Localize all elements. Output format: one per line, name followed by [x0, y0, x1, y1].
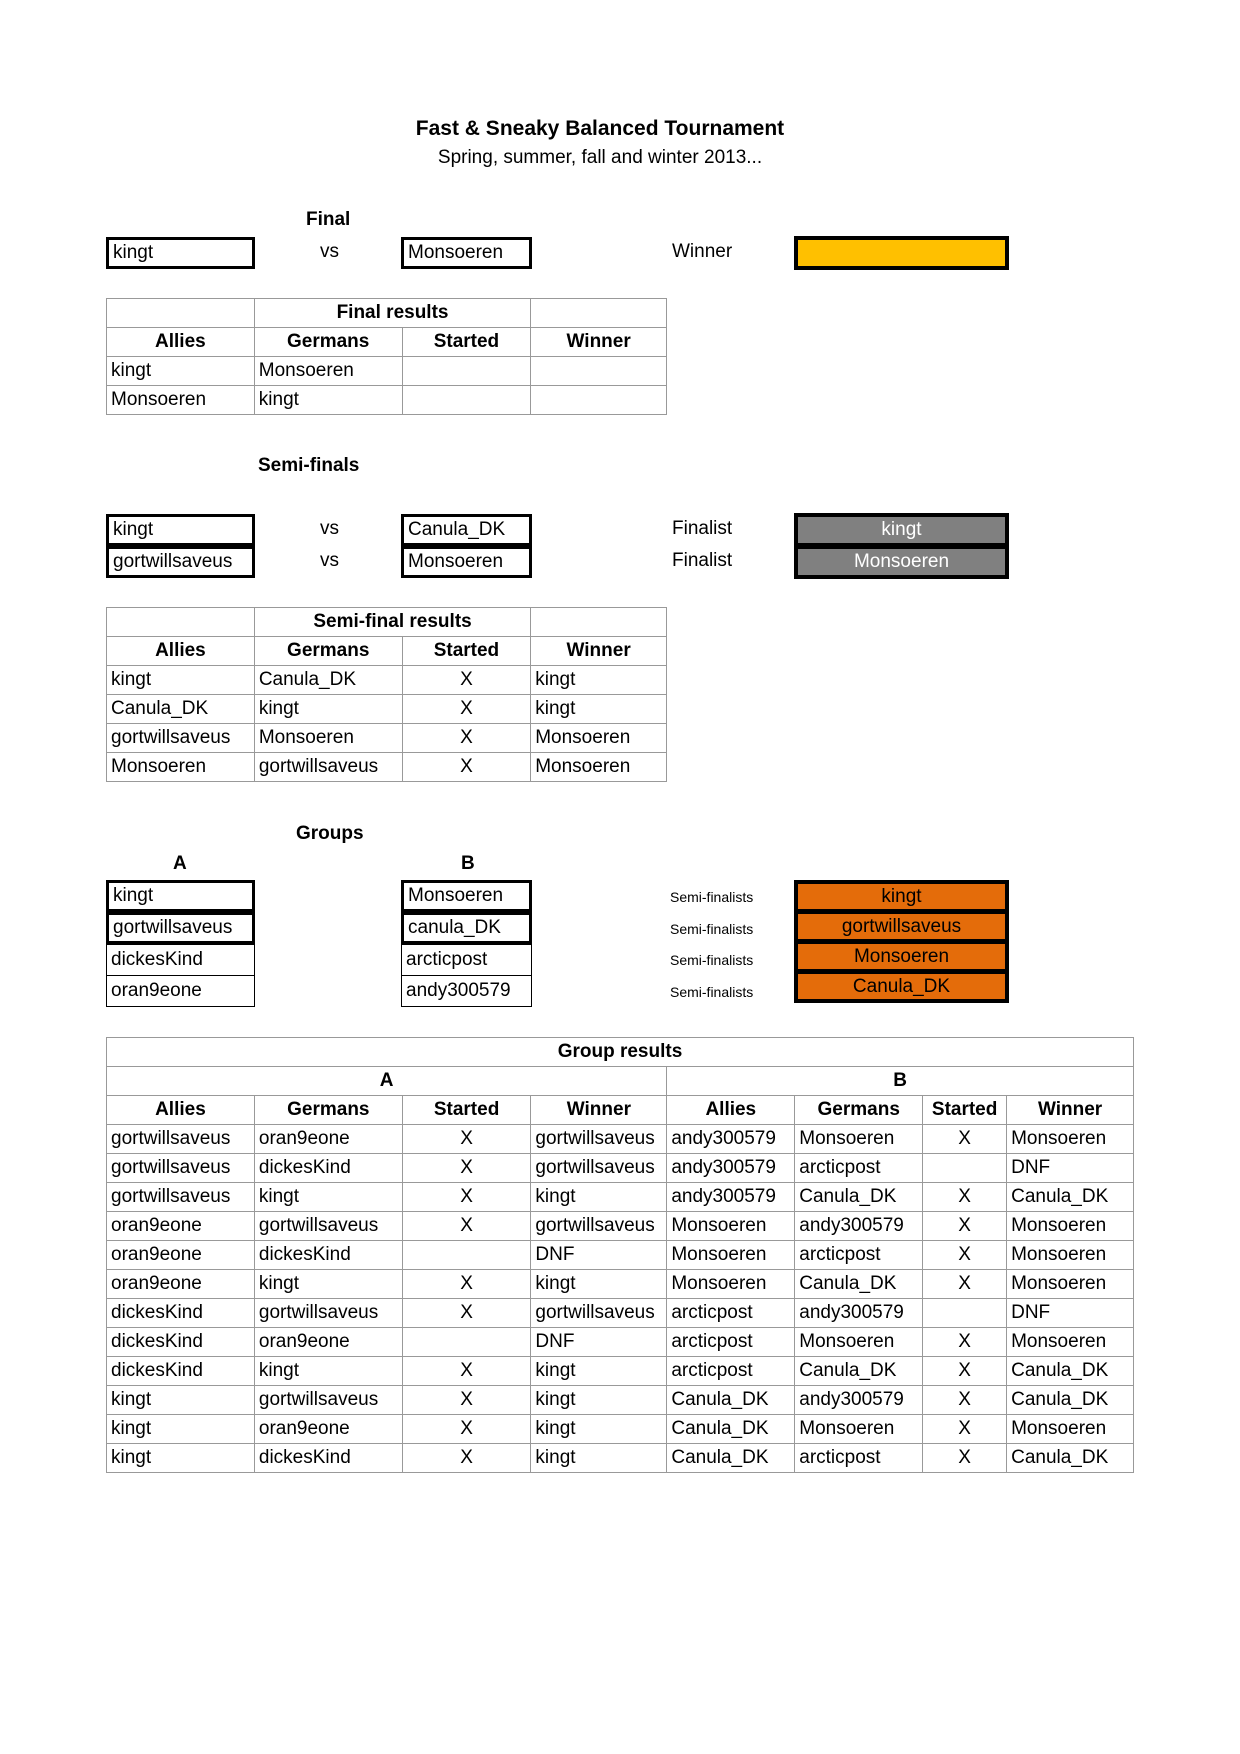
semifinalist-box: Canula_DK [794, 970, 1009, 1003]
table-row [107, 1183, 1134, 1212]
cell-a-started: X [402, 1299, 531, 1328]
final-winner-box [794, 236, 1009, 270]
cell-b-germans: arcticpost [795, 1444, 923, 1473]
cell-a-winner: kingt [531, 1183, 667, 1212]
cell-a-started [402, 1241, 531, 1270]
cell-a-allies: gortwillsaveus [107, 1154, 255, 1183]
cell-a-winner: kingt [531, 1444, 667, 1473]
cell-b-winner: Monsoeren [1007, 1241, 1134, 1270]
cell-a-started: X [402, 1212, 531, 1241]
group-results-table [106, 1037, 1134, 1473]
cell-b-started: X [923, 1444, 1007, 1473]
group-b-member: andy300579 [401, 975, 532, 1007]
semifinalist-label: Semi-finalists [670, 889, 754, 905]
cell-a-allies: dickesKind [107, 1328, 255, 1357]
cell-a-allies: dickesKind [107, 1357, 255, 1386]
cell-b-allies: andy300579 [667, 1183, 795, 1212]
semifinalist-label: Semi-finalists [670, 952, 754, 968]
table-row [107, 1154, 1134, 1183]
semifinalist-box: kingt [794, 880, 1009, 913]
cell-b-winner: Canula_DK [1007, 1444, 1134, 1473]
cell-b-started [923, 1154, 1007, 1183]
table-row [107, 1212, 1134, 1241]
cell-b-allies: Canula_DK [667, 1415, 795, 1444]
header-winner: Winner [531, 637, 667, 666]
cell-a-allies: oran9eone [107, 1270, 255, 1299]
cell-allies: kingt [107, 666, 255, 695]
table-row [107, 1241, 1134, 1270]
cell-a-started [402, 1328, 531, 1357]
table-row [107, 753, 667, 782]
cell-b-allies: Canula_DK [667, 1444, 795, 1473]
cell-b-allies: arcticpost [667, 1328, 795, 1357]
cell-a-germans: dickesKind [254, 1444, 402, 1473]
table-row [107, 695, 667, 724]
group-a-label: A [173, 853, 187, 874]
table-row [107, 1357, 1134, 1386]
table-cell [107, 608, 255, 637]
cell-b-winner: DNF [1007, 1154, 1134, 1183]
cell-germans: gortwillsaveus [254, 753, 402, 782]
cell-winner: Monsoeren [531, 724, 667, 753]
header-allies: Allies [107, 1096, 255, 1125]
semifinalist-label: Semi-finalists [670, 984, 754, 1000]
group-results-body [107, 1125, 1134, 1473]
header-germans: Germans [254, 328, 402, 357]
table-row [107, 1444, 1134, 1473]
cell-germans: Monsoeren [254, 724, 402, 753]
header-allies: Allies [667, 1096, 795, 1125]
cell-b-allies: arcticpost [667, 1357, 795, 1386]
cell-winner: kingt [531, 666, 667, 695]
finalist-label: Finalist [672, 518, 733, 539]
cell-b-started: X [923, 1357, 1007, 1386]
semi-results-table [106, 607, 667, 782]
cell-b-winner: Monsoeren [1007, 1212, 1134, 1241]
finalist-box: Monsoeren [794, 545, 1009, 579]
cell-a-winner: kingt [531, 1386, 667, 1415]
finalist-box: kingt [794, 513, 1009, 547]
cell-allies: kingt [107, 357, 255, 386]
table-row [107, 666, 667, 695]
cell-winner [531, 357, 667, 386]
cell-a-germans: gortwillsaveus [254, 1212, 402, 1241]
header-started: Started [923, 1096, 1007, 1125]
header-allies: Allies [107, 328, 255, 357]
cell-a-allies: oran9eone [107, 1241, 255, 1270]
cell-a-winner: DNF [531, 1328, 667, 1357]
group-b-member: arcticpost [401, 944, 532, 976]
cell-b-germans: andy300579 [795, 1386, 923, 1415]
cell-germans: kingt [254, 386, 402, 415]
cell-a-started: X [402, 1154, 531, 1183]
cell-b-germans: Monsoeren [795, 1125, 923, 1154]
cell-b-germans: andy300579 [795, 1212, 923, 1241]
cell-b-allies: Canula_DK [667, 1386, 795, 1415]
cell-a-started: X [402, 1183, 531, 1212]
cell-a-germans: kingt [254, 1270, 402, 1299]
cell-b-germans: Canula_DK [795, 1183, 923, 1212]
cell-b-winner: Canula_DK [1007, 1183, 1134, 1212]
header-started: Started [402, 328, 531, 357]
cell-allies: gortwillsaveus [107, 724, 255, 753]
semi-results-title: Semi-final results [254, 608, 530, 637]
cell-a-winner: kingt [531, 1270, 667, 1299]
header-winner: Winner [531, 1096, 667, 1125]
table-row [107, 1386, 1134, 1415]
cell-b-started: X [923, 1328, 1007, 1357]
table-row [107, 1270, 1134, 1299]
cell-a-allies: kingt [107, 1415, 255, 1444]
final-player-2: Monsoeren [401, 237, 532, 269]
cell-allies: Canula_DK [107, 695, 255, 724]
cell-a-winner: gortwillsaveus [531, 1154, 667, 1183]
cell-b-allies: arcticpost [667, 1299, 795, 1328]
group-b-member: Monsoeren [401, 880, 532, 912]
cell-b-allies: andy300579 [667, 1125, 795, 1154]
group-a-member: oran9eone [106, 975, 255, 1007]
final-heading: Final [306, 209, 351, 230]
cell-started: X [402, 695, 531, 724]
cell-b-started: X [923, 1270, 1007, 1299]
cell-b-allies: Monsoeren [667, 1270, 795, 1299]
header-germans: Germans [795, 1096, 923, 1125]
group-a-member: kingt [106, 880, 255, 912]
cell-b-started: X [923, 1241, 1007, 1270]
cell-germans: Monsoeren [254, 357, 402, 386]
cell-a-winner: kingt [531, 1357, 667, 1386]
semifinalist-box: Monsoeren [794, 940, 1009, 973]
final-player-1: kingt [106, 237, 255, 269]
header-started: Started [402, 637, 531, 666]
cell-a-started: X [402, 1386, 531, 1415]
group-a-member: dickesKind [106, 944, 255, 976]
header-allies: Allies [107, 637, 255, 666]
page-subtitle: Spring, summer, fall and winter 2013... [437, 147, 763, 168]
final-results-table [106, 298, 667, 415]
group-results-b-label: B [667, 1067, 1134, 1096]
cell-b-winner: Monsoeren [1007, 1125, 1134, 1154]
semi-vs: vs [320, 550, 339, 571]
cell-b-winner: Canula_DK [1007, 1386, 1134, 1415]
cell-a-germans: gortwillsaveus [254, 1386, 402, 1415]
cell-b-germans: Monsoeren [795, 1415, 923, 1444]
cell-started: X [402, 666, 531, 695]
cell-allies: Monsoeren [107, 386, 255, 415]
table-row [107, 1125, 1134, 1154]
semifinalist-box: gortwillsaveus [794, 910, 1009, 943]
cell-winner: kingt [531, 695, 667, 724]
final-results-title: Final results [254, 299, 531, 328]
cell-b-winner: Monsoeren [1007, 1415, 1134, 1444]
semi-player-b: Canula_DK [401, 514, 532, 546]
cell-a-allies: oran9eone [107, 1212, 255, 1241]
cell-winner: Monsoeren [531, 753, 667, 782]
semi-vs: vs [320, 518, 339, 539]
cell-a-germans: oran9eone [254, 1125, 402, 1154]
group-results-a-label: A [107, 1067, 667, 1096]
cell-a-winner: kingt [531, 1415, 667, 1444]
semi-player-a: gortwillsaveus [106, 546, 255, 578]
cell-b-winner: Canula_DK [1007, 1357, 1134, 1386]
header-winner: Winner [531, 328, 667, 357]
cell-b-germans: Canula_DK [795, 1357, 923, 1386]
final-winner-label: Winner [672, 241, 733, 262]
cell-a-germans: gortwillsaveus [254, 1299, 402, 1328]
table-row [107, 1415, 1134, 1444]
table-row [107, 357, 667, 386]
cell-a-started: X [402, 1270, 531, 1299]
cell-a-allies: kingt [107, 1444, 255, 1473]
cell-a-germans: kingt [254, 1183, 402, 1212]
cell-b-started: X [923, 1386, 1007, 1415]
cell-a-allies: gortwillsaveus [107, 1125, 255, 1154]
semifinalist-label: Semi-finalists [670, 921, 754, 937]
cell-a-started: X [402, 1125, 531, 1154]
cell-b-allies: andy300579 [667, 1154, 795, 1183]
cell-b-started: X [923, 1212, 1007, 1241]
header-winner: Winner [1007, 1096, 1134, 1125]
cell-b-allies: Monsoeren [667, 1241, 795, 1270]
cell-started: X [402, 753, 531, 782]
cell-a-germans: dickesKind [254, 1241, 402, 1270]
semis-heading: Semi-finals [258, 455, 360, 476]
group-a-member: gortwillsaveus [106, 912, 255, 944]
cell-a-allies: gortwillsaveus [107, 1183, 255, 1212]
semi-player-b: Monsoeren [401, 546, 532, 578]
table-cell [531, 608, 667, 637]
table-cell [531, 299, 667, 328]
cell-a-germans: dickesKind [254, 1154, 402, 1183]
cell-a-winner: DNF [531, 1241, 667, 1270]
cell-a-allies: kingt [107, 1386, 255, 1415]
page-title: Fast & Sneaky Balanced Tournament [415, 117, 785, 140]
finalist-label: Finalist [672, 550, 733, 571]
header-germans: Germans [254, 637, 402, 666]
cell-a-germans: kingt [254, 1357, 402, 1386]
table-row [107, 1299, 1134, 1328]
semi-player-a: kingt [106, 514, 255, 546]
table-row [107, 724, 667, 753]
cell-a-winner: gortwillsaveus [531, 1212, 667, 1241]
cell-b-germans: Canula_DK [795, 1270, 923, 1299]
cell-b-winner: Monsoeren [1007, 1328, 1134, 1357]
cell-b-started: X [923, 1125, 1007, 1154]
cell-b-started [923, 1299, 1007, 1328]
cell-a-started: X [402, 1444, 531, 1473]
cell-a-winner: gortwillsaveus [531, 1299, 667, 1328]
cell-started [402, 386, 531, 415]
group-b-label: B [461, 853, 475, 874]
cell-b-allies: Monsoeren [667, 1212, 795, 1241]
group-b-member: canula_DK [401, 912, 532, 944]
cell-a-started: X [402, 1357, 531, 1386]
cell-winner [531, 386, 667, 415]
cell-allies: Monsoeren [107, 753, 255, 782]
cell-b-germans: arcticpost [795, 1241, 923, 1270]
cell-a-winner: gortwillsaveus [531, 1125, 667, 1154]
cell-a-germans: oran9eone [254, 1328, 402, 1357]
cell-b-started: X [923, 1415, 1007, 1444]
cell-germans: Canula_DK [254, 666, 402, 695]
table-cell [107, 299, 255, 328]
cell-a-germans: oran9eone [254, 1415, 402, 1444]
cell-b-germans: arcticpost [795, 1154, 923, 1183]
cell-a-allies: dickesKind [107, 1299, 255, 1328]
cell-b-germans: andy300579 [795, 1299, 923, 1328]
groups-heading: Groups [296, 823, 364, 844]
cell-started: X [402, 724, 531, 753]
final-vs: vs [320, 241, 339, 262]
cell-germans: kingt [254, 695, 402, 724]
cell-b-started: X [923, 1183, 1007, 1212]
cell-b-winner: DNF [1007, 1299, 1134, 1328]
cell-a-started: X [402, 1415, 531, 1444]
cell-b-winner: Monsoeren [1007, 1270, 1134, 1299]
header-started: Started [402, 1096, 531, 1125]
cell-b-germans: Monsoeren [795, 1328, 923, 1357]
table-row [107, 1328, 1134, 1357]
cell-started [402, 357, 531, 386]
group-results-title: Group results [107, 1038, 1134, 1067]
header-germans: Germans [254, 1096, 402, 1125]
table-row [107, 386, 667, 415]
